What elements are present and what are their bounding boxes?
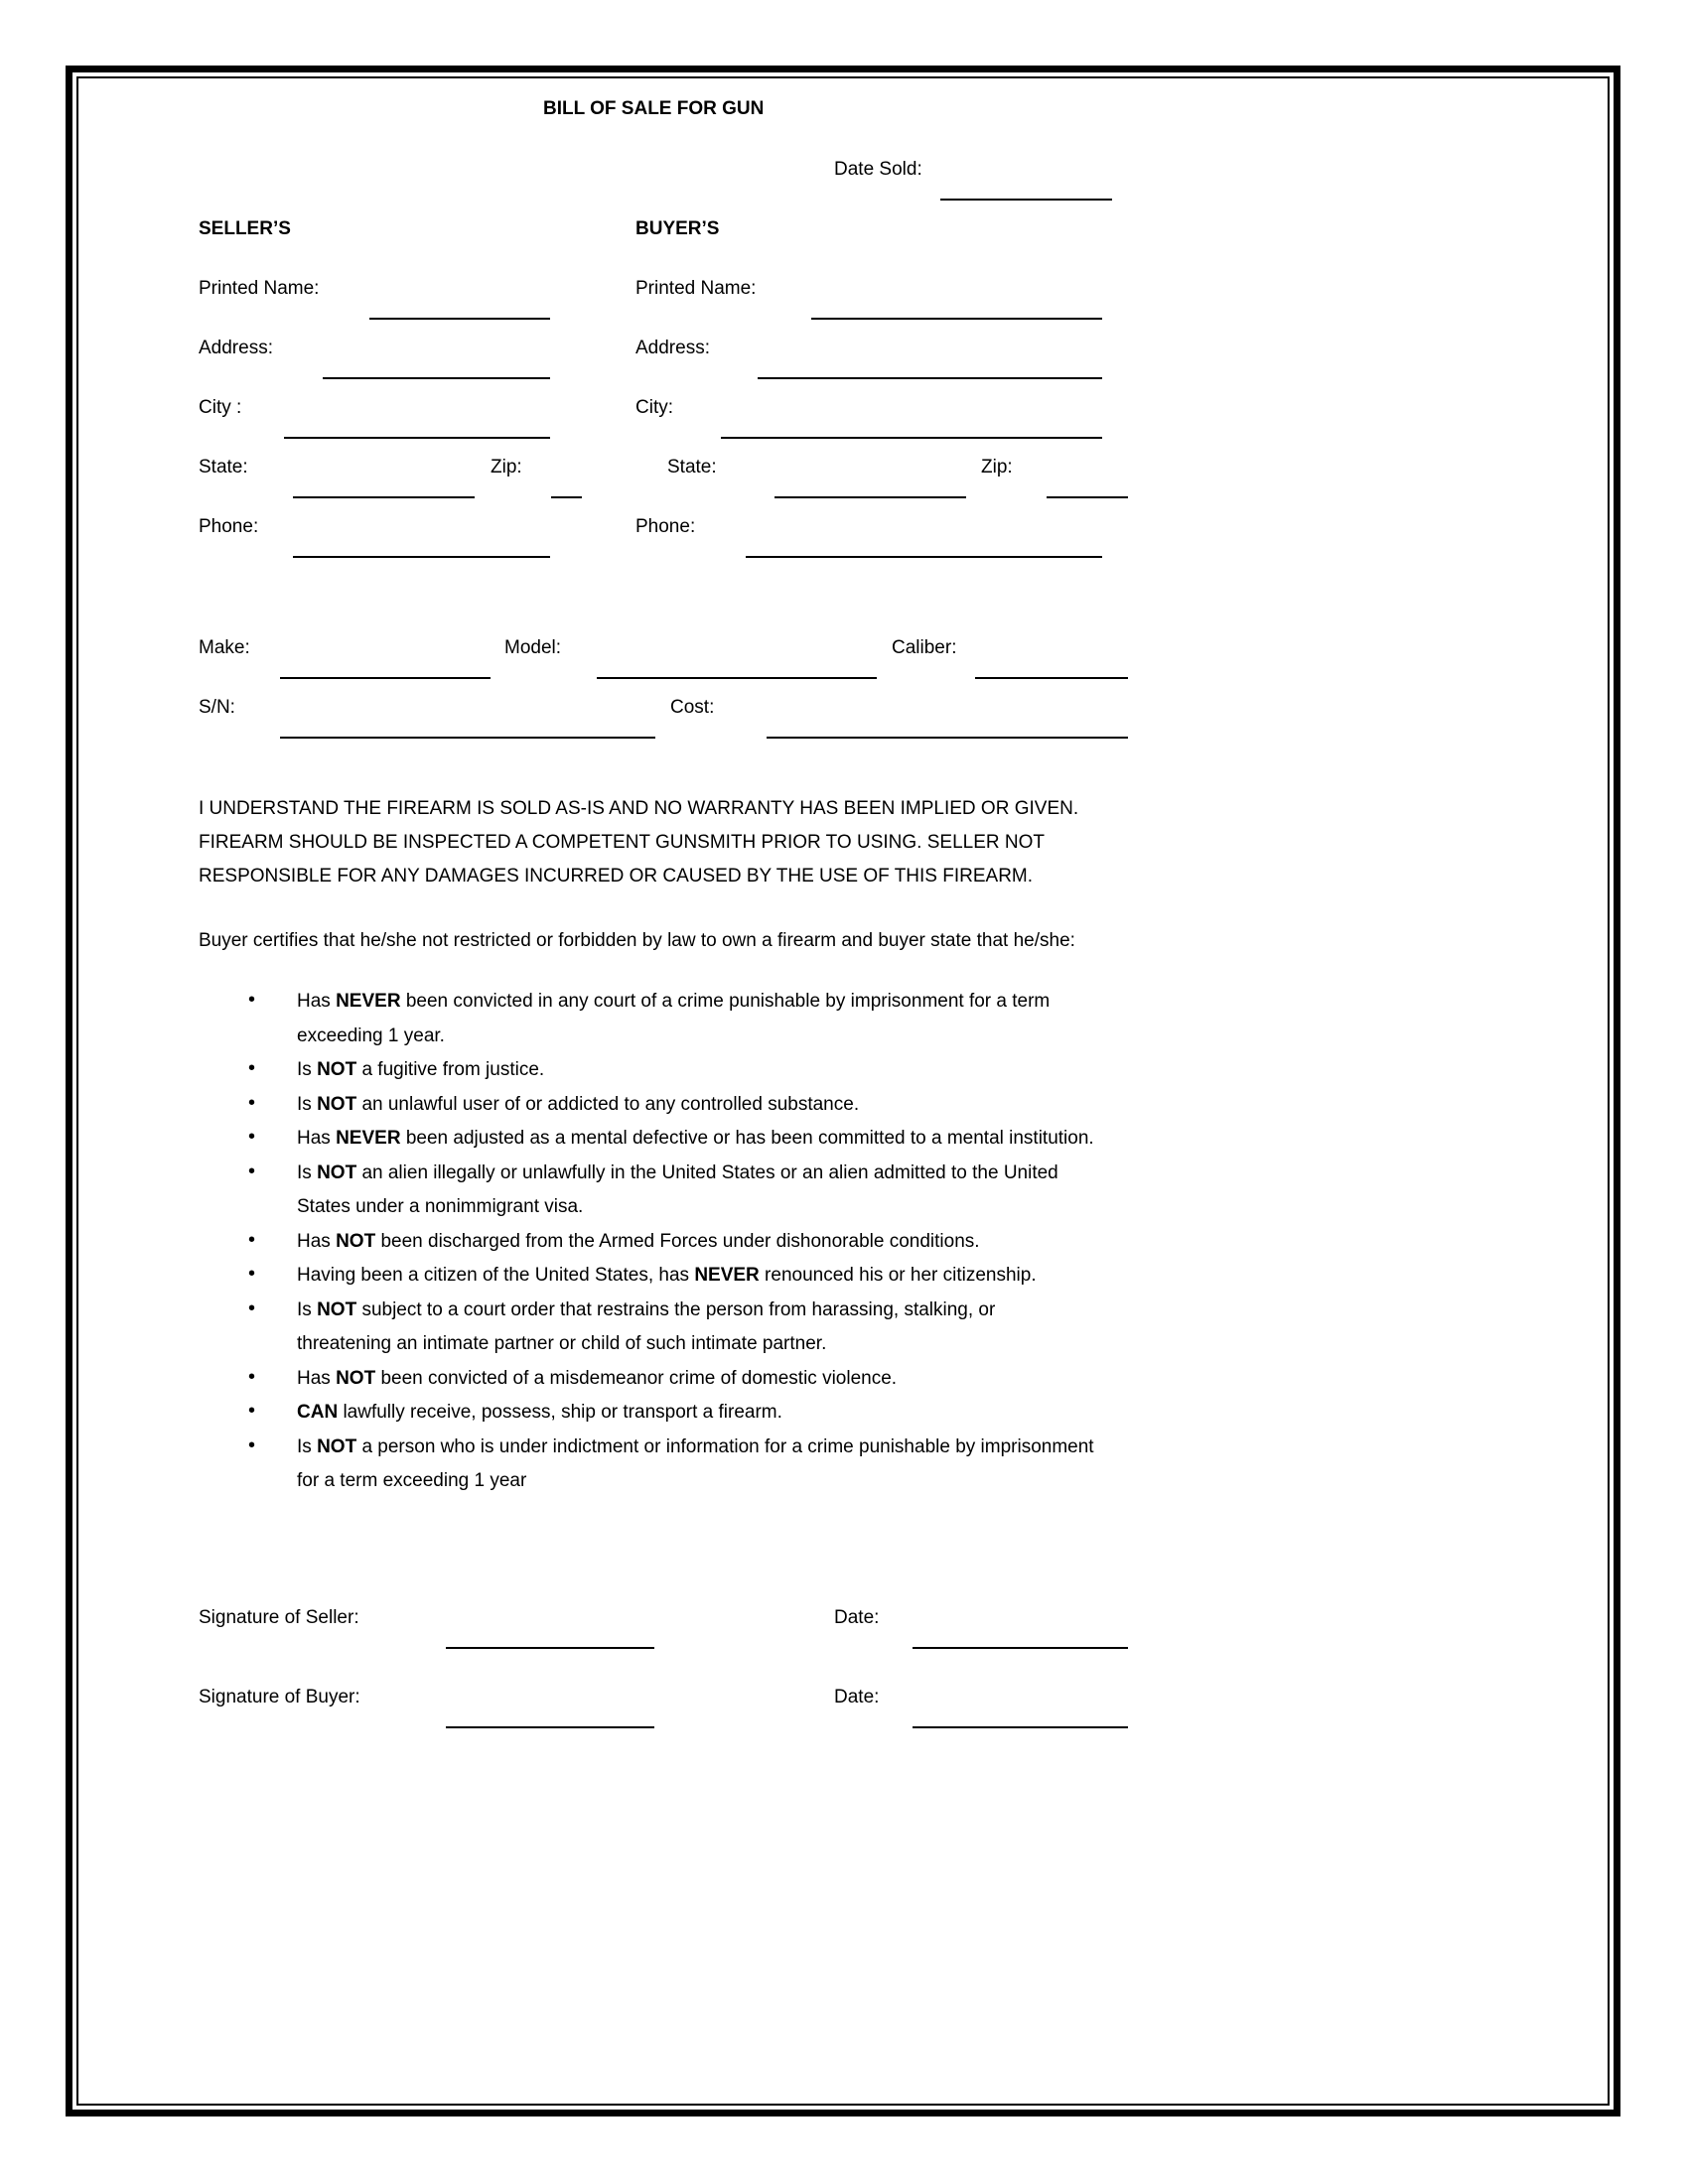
list-item [297,1436,1094,1458]
list-item-text: Has [297,1230,337,1252]
disclaimer-line: FIREARM SHOULD BE INSPECTED A COMPETENT GUNSMITH PRIOR TO USING. SELLER NOT [199,832,1045,853]
list-item-emphasis: NOT [317,1435,357,1457]
list-item-text: a person who is under indictment or information for a crime punishable by imprisonment [356,1435,1094,1457]
list-item-emphasis: NEVER [336,991,401,1012]
disclaimer-line: I UNDERSTAND THE FIREARM IS SOLD AS-IS AND NO WARRANTY HAS BEEN IMPLIED OR GIVEN. [199,798,1079,819]
list-item-text: been adjusted as a mental defective or has been committed to a mental institution. [400,1128,1094,1149]
seller-phone-field[interactable] [293,556,550,558]
buyer-zip-label: Zip: [981,457,1013,478]
disclaimer-line: RESPONSIBLE FOR ANY DAMAGES INCURRED OR CAUSED BY THE USE OF THIS FIREARM. [199,866,1034,887]
make-label: Make: [199,637,250,658]
list-item [297,1162,1058,1184]
bullet-icon: • [248,1365,256,1388]
seller-address-label: Address: [199,338,273,358]
buyer-state-label: State: [667,457,717,478]
list-item-emphasis: NOT [317,1093,357,1115]
list-item-emphasis: NOT [317,1059,357,1080]
buyer-signature-label: Signature of Buyer: [199,1687,360,1707]
seller-printed-name-field[interactable] [369,318,550,320]
list-item-emphasis: NEVER [336,1128,401,1149]
list-item-continuation: for a term exceeding 1 year [297,1470,527,1491]
bullet-icon: • [248,1160,256,1182]
list-item [297,991,1050,1013]
list-item-emphasis: NOT [336,1367,376,1389]
document-title: BILL OF SALE FOR GUN [543,98,765,119]
bullet-icon: • [248,1400,256,1422]
buyer-address-field[interactable] [758,377,1102,379]
list-item-text: been convicted of a misdemeanor crime of domestic violence. [375,1367,898,1389]
serial-number-field[interactable] [280,737,655,739]
list-item-text: subject to a court order that restrains the person from harassing, stalking, or [356,1298,996,1320]
list-item-text: lawfully receive, possess, ship or transport a firearm. [338,1402,782,1423]
list-item-text: Has [297,991,337,1012]
seller-zip-label: Zip: [491,457,522,478]
list-item-emphasis: NOT [317,1161,357,1183]
buyer-state-field[interactable] [774,496,966,498]
list-item-text: Is [297,1435,318,1457]
list-item-text: Is [297,1059,318,1080]
buyer-heading: BUYER’S [635,218,720,239]
seller-signature-field[interactable] [446,1647,654,1649]
list-item-continuation: exceeding 1 year. [297,1024,445,1046]
buyer-printed-name-field[interactable] [811,318,1102,320]
caliber-field[interactable] [975,677,1128,679]
list-item-text: Has [297,1367,337,1389]
list-item-continuation: States under a nonimmigrant visa. [297,1196,584,1217]
as-is-disclaimer [199,792,1078,893]
page-border-inner [76,76,1610,2106]
buyer-date-label: Date: [834,1687,880,1707]
model-label: Model: [504,637,562,658]
seller-city-field[interactable] [284,437,550,439]
list-item-text: an unlawful user of or addicted to any controlled substance. [356,1093,860,1115]
list-item-emphasis: NOT [317,1298,357,1320]
list-item-emphasis: NEVER [694,1265,760,1286]
list-item-text: a fugitive from justice. [356,1059,545,1080]
cost-label: Cost: [670,697,715,718]
seller-address-field[interactable] [323,377,550,379]
list-item-continuation: threatening an intimate partner or child of such intimate partner. [297,1333,827,1354]
serial-number-label: S/N: [199,697,235,718]
buyer-city-label: City: [635,397,673,418]
date-sold-label: Date Sold: [834,159,922,180]
list-item [297,1231,980,1253]
list-item [297,1368,897,1390]
list-item-text: been discharged from the Armed Forces under dishonorable conditions. [375,1230,980,1252]
list-item [297,1299,995,1321]
list-item-text: an alien illegally or unlawfully in the United States or an alien admitted to the United [356,1161,1058,1183]
buyer-zip-field[interactable] [1047,496,1128,498]
list-item-text: Has [297,1128,337,1149]
list-item-emphasis: CAN [297,1402,339,1423]
caliber-label: Caliber: [892,637,957,658]
seller-zip-field[interactable] [551,496,582,498]
seller-date-field[interactable] [913,1647,1128,1649]
bullet-icon: • [248,1433,256,1456]
buyer-phone-field[interactable] [746,556,1102,558]
seller-heading: SELLER’S [199,218,291,239]
seller-city-label: City : [199,397,242,418]
list-item [297,1402,782,1424]
list-item [297,1265,1037,1287]
bullet-icon: • [248,989,256,1011]
date-sold-field[interactable] [940,199,1112,201]
seller-date-label: Date: [834,1607,880,1628]
list-item-text: Is [297,1093,318,1115]
buyer-address-label: Address: [635,338,710,358]
buyer-city-field[interactable] [721,437,1102,439]
bullet-icon: • [248,1297,256,1319]
bullet-icon: • [248,1228,256,1251]
bullet-icon: • [248,1126,256,1148]
seller-signature-label: Signature of Seller: [199,1607,359,1628]
model-field[interactable] [597,677,877,679]
seller-phone-label: Phone: [199,516,259,537]
seller-printed-name-label: Printed Name: [199,278,320,299]
list-item-emphasis: NOT [336,1230,376,1252]
list-item-text: been convicted in any court of a crime punishable by imprisonment for a term [400,991,1051,1012]
list-item-text: Having been a citizen of the United States, has [297,1265,695,1286]
cost-field[interactable] [767,737,1128,739]
buyer-printed-name-label: Printed Name: [635,278,757,299]
bullet-icon: • [248,1057,256,1079]
list-item-text: renounced his or her citizenship. [759,1265,1037,1286]
list-item-text: Is [297,1298,318,1320]
bullet-icon: • [248,1091,256,1114]
buyer-certification: Buyer certifies that he/she not restricted or forbidden by law to own a firearm and buyer state that he/she: [199,930,1075,951]
buyer-phone-label: Phone: [635,516,696,537]
seller-state-field[interactable] [293,496,475,498]
list-item [297,1059,544,1081]
bullet-icon: • [248,1263,256,1285]
list-item-text: Is [297,1161,318,1183]
list-item [297,1094,859,1116]
list-item [297,1128,1094,1150]
buyer-date-field[interactable] [913,1726,1128,1728]
buyer-signature-field[interactable] [446,1726,654,1728]
make-field[interactable] [280,677,491,679]
seller-state-label: State: [199,457,248,478]
